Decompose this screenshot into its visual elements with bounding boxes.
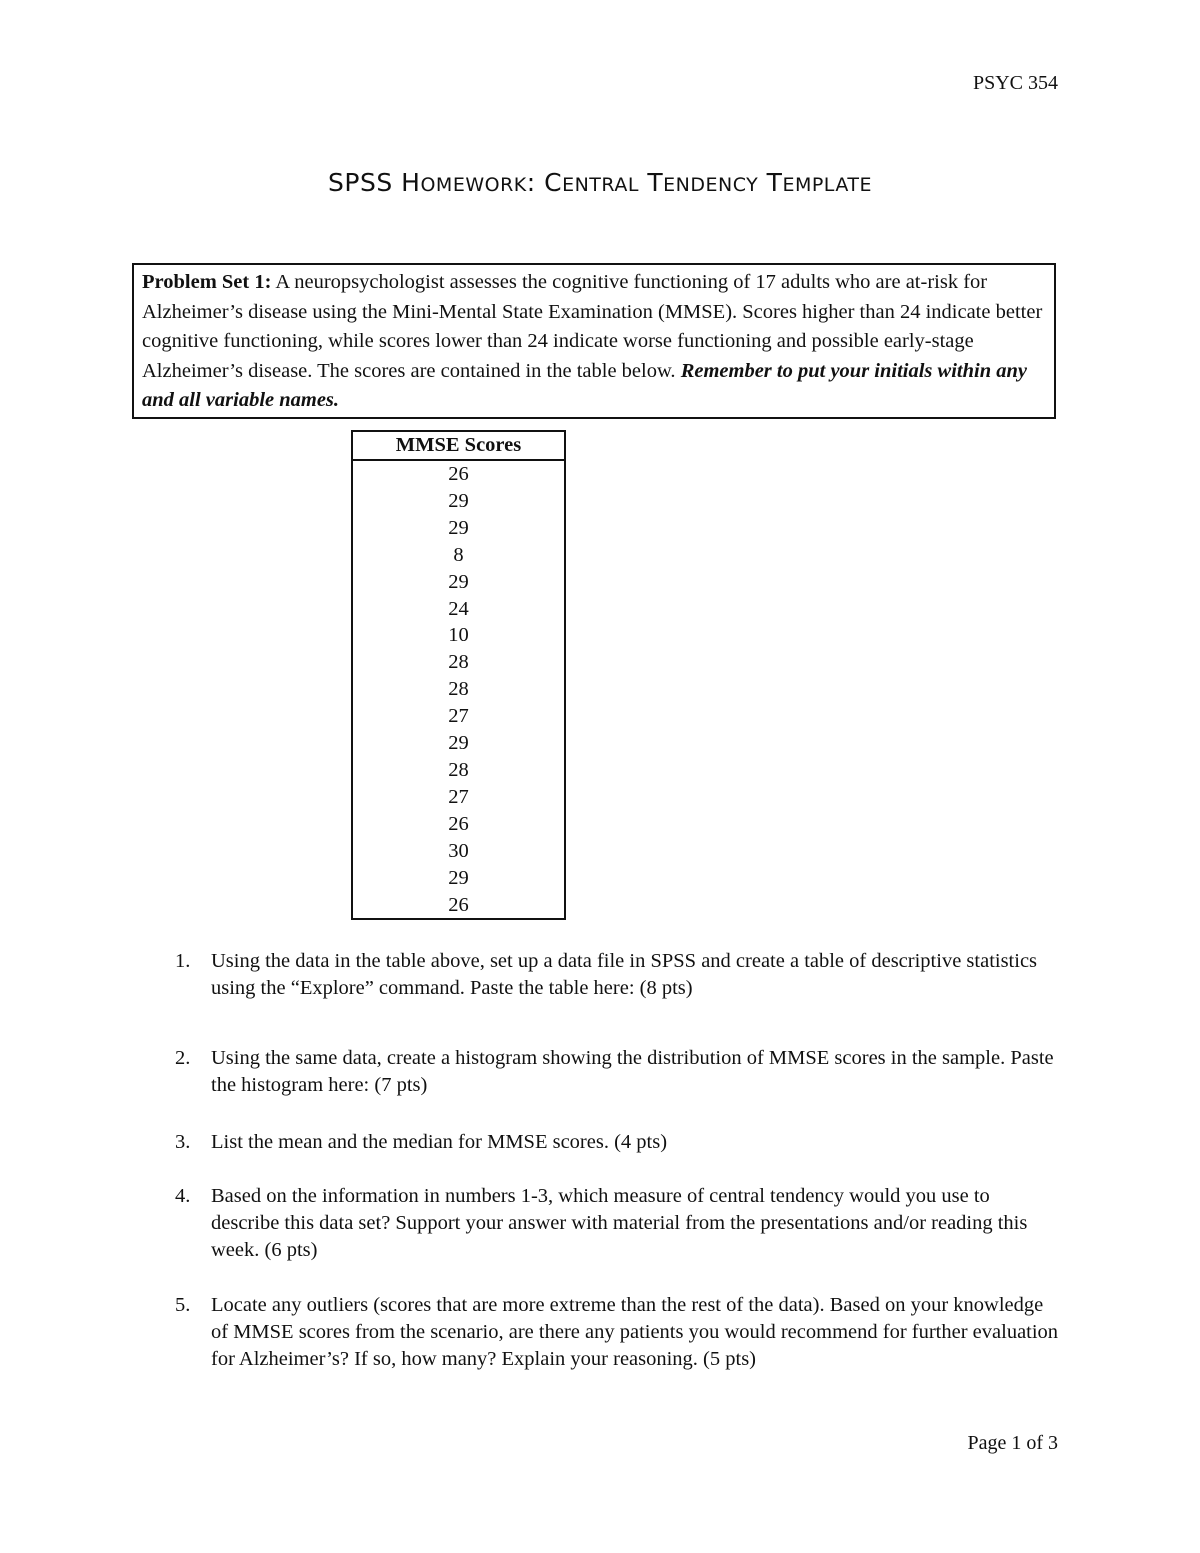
score-cell: 28 <box>448 678 469 701</box>
score-cell: 30 <box>448 839 469 862</box>
table-row <box>352 703 565 730</box>
table-row <box>352 676 565 703</box>
score-cell: 8 <box>453 543 464 566</box>
table-header-row <box>352 431 565 460</box>
question-number: 4. <box>175 1185 191 1207</box>
table-row <box>352 569 565 596</box>
table-row <box>352 515 565 542</box>
score-cell: 29 <box>448 570 469 593</box>
title-part-2-small: ENTRAL <box>562 174 639 196</box>
problem-set-reminder: Remember to put your initials within any and all variable names. <box>142 359 1027 411</box>
score-cell: 26 <box>448 463 469 485</box>
table-body <box>352 460 565 919</box>
question-number: 5. <box>175 1294 191 1316</box>
score-cell: 27 <box>448 785 469 808</box>
problem-set-label: Problem Set 1: <box>142 271 272 293</box>
score-cell: 26 <box>448 893 469 916</box>
question-text: Using the data in the table above, set up a data file in SPSS and create a table of descriptive statistics using the “Explore” command. Paste the table here: (8 pts) <box>211 950 1038 999</box>
table-row <box>352 460 565 488</box>
question-number: 2. <box>175 1047 191 1069</box>
score-cell: 29 <box>448 732 469 755</box>
title-part-1: SPSS H <box>328 168 421 197</box>
table-row <box>352 622 565 649</box>
table-row <box>352 811 565 838</box>
problem-set-box <box>132 263 1056 419</box>
table-row <box>352 596 565 623</box>
page-title <box>0 168 1200 197</box>
score-cell: 24 <box>448 597 469 620</box>
problem-set-body: A neuropsychologist assesses the cognitive functioning of 17 adults who are at-risk for Alzheimer’s disease using the Mini-Mental State Examination (MMSE). Scores higher than 24 indicate better cognitive functioning, while scores lower than 24 indicate worse functioning and possible early-stage Alzheimer’s disease. The scores are contained in the table below. <box>142 271 1043 382</box>
score-cell: 28 <box>448 651 469 674</box>
question-text: List the mean and the median for MMSE scores. (4 pts) <box>211 1131 668 1153</box>
question-text: Locate any outliers (scores that are more extreme than the rest of the data). Based on your knowledge of MMSE scores from the scenario, are there any patients you would recommend for further evaluation for Alzheimer’s? If so, how many? Explain your reasoning. (5 pts) <box>211 1294 1059 1370</box>
title-part-3: T <box>638 168 664 197</box>
table-row <box>352 838 565 865</box>
mmse-scores-table <box>351 430 566 920</box>
table-row <box>352 757 565 784</box>
table-row <box>352 865 565 892</box>
page-number: Page 1 of 3 <box>967 1432 1058 1454</box>
score-cell: 27 <box>448 705 469 728</box>
title-part-4: T <box>758 168 783 197</box>
table-row <box>352 730 565 757</box>
score-cell: 10 <box>448 624 469 647</box>
question-number: 1. <box>175 950 191 972</box>
score-cell: 29 <box>448 866 469 889</box>
question-text: Using the same data, create a histogram showing the distribution of MMSE scores in the sample. Paste the histogram here: (7 pts) <box>211 1047 1054 1096</box>
score-cell: 26 <box>448 812 469 835</box>
question-text: Based on the information in numbers 1-3, which measure of central tendency would you use to describe this data set? Support your answer with material from the presentations and/or reading this week. (6 pts) <box>211 1185 1028 1261</box>
title-part-1-small: OMEWORK <box>420 174 527 196</box>
question-number: 3. <box>175 1131 191 1153</box>
table-row <box>352 488 565 515</box>
table-row <box>352 892 565 920</box>
table-row <box>352 649 565 676</box>
title-part-2: : C <box>526 168 563 197</box>
score-cell: 28 <box>448 758 469 781</box>
score-cell: 29 <box>448 489 469 512</box>
score-cell: 29 <box>448 516 469 539</box>
title-part-4-small: EMPLATE <box>782 174 872 196</box>
title-part-3-small: ENDENCY <box>663 174 759 196</box>
course-code: PSYC 354 <box>972 72 1058 94</box>
table-row <box>352 542 565 569</box>
table-header: MMSE Scores <box>352 431 565 460</box>
table-row <box>352 784 565 811</box>
